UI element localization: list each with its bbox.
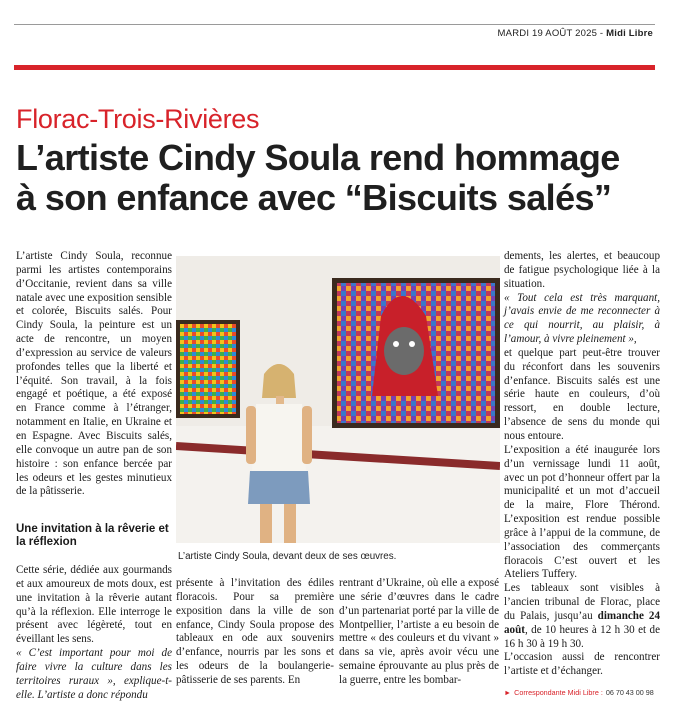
article-column-1: [16, 250, 172, 499]
paragraph: L’occasion aussi de rencontrer l’artiste et d’échanger.: [504, 651, 660, 678]
article-column-2: [176, 577, 334, 688]
quote-paragraph: « Tout cela est très marquant, j’avais envie de me reconnecter à ce qui nourrit, au plaisir, à l’amour, à vivre pleinement »,: [504, 291, 660, 346]
correspondent-signoff: ► Correspondante Midi Libre : 06 70 43 00 98: [504, 688, 654, 697]
triangle-icon: ►: [504, 688, 512, 697]
paragraph: Cette série, dédiée aux gourmands et aux amoureux de mots doux, est une invitation à la rêverie autant qu’à la réflexion. Elle interroge le présent avec légèreté, tout en éveillant les sens.: [16, 564, 172, 646]
article-subhead: Une invitation à la rêverie et la réflexion: [16, 523, 169, 548]
closing-date: dimanche 24 août: [504, 609, 660, 636]
schedule-paragraph: Les tableaux sont visibles à l’ancien tribunal de Florac, place du Palais, jusqu’au dimanche 24 août, de 10 heures à 12 h 30 et de 16 h 30 à 19 h 30.: [504, 582, 660, 650]
phone-number: 06 70 43 00 98: [605, 688, 654, 697]
publication-name: Midi Libre: [606, 28, 653, 39]
photo-illustration: [176, 256, 500, 543]
article-column-1-continued: [16, 564, 172, 702]
header-rule: [14, 24, 655, 25]
paragraph: dements, les alertes, et beaucoup de fatigue psychologique liée à la situation.: [504, 250, 660, 290]
paragraph: L’exposition a été inaugurée lors d’un vernissage lundi 11 août, avec un pot d’honneur offert par la municipalité et un mot d’accueil de la maire, Flore Thérond. L’exposition est rendue possible grâce à l’appui de la commune, de l’association des commerçants floracois C’est ouvert et les Ateliers Tuffery.: [504, 443, 660, 581]
quote-paragraph: « C’est important pour moi de faire vivre la culture dans les territoires ruraux », explique-t-elle. L’artiste a donc répondu: [16, 647, 172, 701]
article-headline: L’artiste Cindy Soula rend hommage à son enfance avec “Biscuits salés”: [16, 137, 620, 218]
article-kicker: Florac-Trois-Rivières: [16, 104, 260, 134]
article-column-4: [504, 250, 660, 679]
date: MARDI 19 AOÛT 2025: [497, 28, 598, 39]
section-red-bar: [14, 65, 655, 70]
page-dateline: MARDI 19 AOÛT 2025 - Midi Libre: [497, 28, 653, 39]
photo-caption: L’artiste Cindy Soula, devant deux de ses œuvres.: [178, 551, 397, 562]
article-column-3: [339, 577, 499, 688]
intro-paragraph: L’artiste Cindy Soula, reconnue parmi les artistes contemporains d’Occitanie, revient dans sa ville natale avec une exposition sensible et colorée, Biscuits salés. Pour Cindy Soula, la peinture est un acte de rencontre, un moyen d’expression au service de valeurs profondes telles que la liberté et l’équité. Son travail, à la fois engagé et poétique, a été exposé en France comme à l’étranger, notamment en Italie, en Ukraine et en Espagne. Avec Biscuits salés, elle convoque un autre pan de son histoire : son enfance bercée par les odeurs et les gestes minutieux de la pâtisserie.: [16, 250, 172, 498]
article-photo: [176, 256, 500, 543]
paragraph: présente à l’invitation des édiles floracois. Pour sa première exposition dans la ville de son enfance, Cindy Soula propose des tableaux en ode aux souvenirs d’enfance, nourris par les sons et les odeurs de la boulangerie-pâtisserie de ses parents. En: [176, 577, 334, 686]
paragraph: rentrant d’Ukraine, où elle a exposé une série d’œuvres dans le cadre d’un partenariat porté par la ville de Montpellier, l’artiste a eu besoin de mettre « des couleurs et du vivant » dans sa vie, après avoir vécu une semaine éprouvante au plus près de la guerre, entre les bombar-: [339, 577, 499, 686]
paragraph: et quelque part peut-être trouver du réconfort dans les souvenirs d’enfance. Biscuits salés est une série haute en couleurs, d’où ressort, en double lecture, l’absence de sens du monde qui nous entoure.: [504, 346, 660, 442]
